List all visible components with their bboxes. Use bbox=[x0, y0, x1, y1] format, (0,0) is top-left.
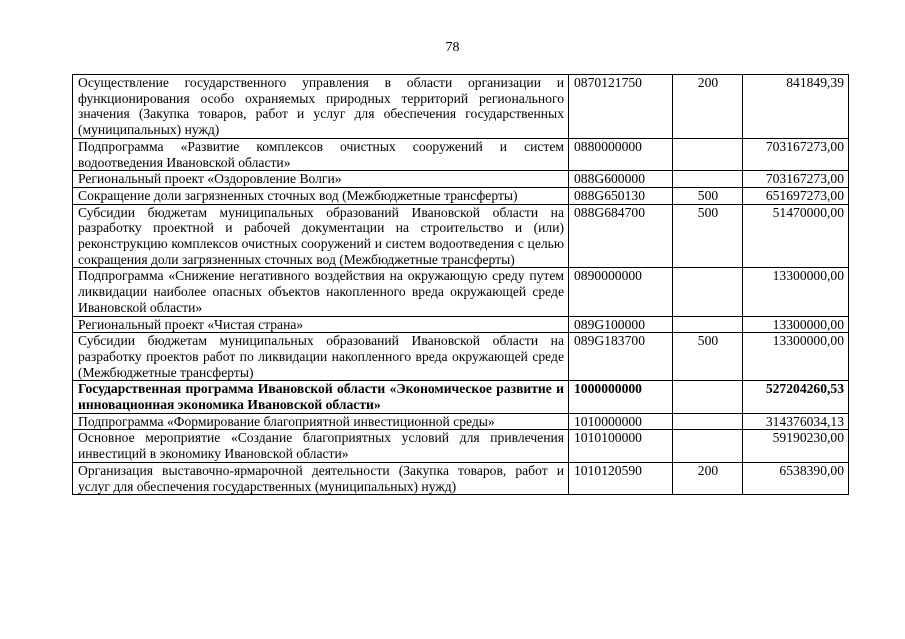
row-code: 1010000000 bbox=[569, 413, 673, 430]
table-row bbox=[73, 333, 849, 381]
row-name: Подпрограмма «Формирование благоприятной инвестиционной среды» bbox=[73, 413, 569, 430]
table-row bbox=[73, 268, 849, 316]
row-code: 089G100000 bbox=[569, 316, 673, 333]
row-expense-type: 200 bbox=[673, 75, 743, 139]
table-row bbox=[73, 316, 849, 333]
row-amount: 13300000,00 bbox=[743, 316, 849, 333]
row-expense-type bbox=[673, 381, 743, 413]
row-amount: 6538390,00 bbox=[743, 462, 849, 494]
row-code: 0880000000 bbox=[569, 138, 673, 170]
row-name: Региональный проект «Чистая страна» bbox=[73, 316, 569, 333]
row-expense-type bbox=[673, 430, 743, 462]
row-code: 1010120590 bbox=[569, 462, 673, 494]
row-expense-type bbox=[673, 268, 743, 316]
row-code: 089G183700 bbox=[569, 333, 673, 381]
row-code: 088G650130 bbox=[569, 187, 673, 204]
row-name: Субсидии бюджетам муниципальных образований Ивановской области на разработку проектов работ по ликвидации накопленного вреда окружающей среде (Межбюджетные трансферты) bbox=[73, 333, 569, 381]
row-amount: 527204260,53 bbox=[743, 381, 849, 413]
row-code: 0870121750 bbox=[569, 75, 673, 139]
row-amount: 703167273,00 bbox=[743, 171, 849, 188]
row-name: Осуществление государственного управления в области организации и функционирования особо охраняемых природных территорий регионального значения (Закупка товаров, работ и услуг для обеспечения государственных (муниципальных) нужд) bbox=[73, 75, 569, 139]
budget-table bbox=[72, 74, 849, 495]
page-number: 78 bbox=[445, 40, 460, 55]
row-amount: 13300000,00 bbox=[743, 268, 849, 316]
table-row bbox=[73, 381, 849, 413]
row-amount: 703167273,00 bbox=[743, 138, 849, 170]
table-row bbox=[73, 187, 849, 204]
row-name: Подпрограмма «Снижение негативного воздействия на окружающую среду путем ликвидации наиболее опасных объектов накопленного вреда окружающей среде Ивановской области» bbox=[73, 268, 569, 316]
row-code: 0890000000 bbox=[569, 268, 673, 316]
table-row bbox=[73, 204, 849, 268]
table-row bbox=[73, 75, 849, 139]
row-name: Подпрограмма «Развитие комплексов очистных сооружений и систем водоотведения Ивановской области» bbox=[73, 138, 569, 170]
row-amount: 651697273,00 bbox=[743, 187, 849, 204]
row-expense-type bbox=[673, 171, 743, 188]
row-code: 1010100000 bbox=[569, 430, 673, 462]
row-amount: 59190230,00 bbox=[743, 430, 849, 462]
row-expense-type: 200 bbox=[673, 462, 743, 494]
row-amount: 841849,39 bbox=[743, 75, 849, 139]
row-code: 088G684700 bbox=[569, 204, 673, 268]
row-name: Государственная программа Ивановской области «Экономическое развитие и инновационная экономика Ивановской области» bbox=[73, 381, 569, 413]
row-name: Основное мероприятие «Создание благоприятных условий для привлечения инвестиций в экономику Ивановской области» bbox=[73, 430, 569, 462]
budget-table-body bbox=[73, 75, 849, 495]
row-code: 088G600000 bbox=[569, 171, 673, 188]
table-row bbox=[73, 430, 849, 462]
row-amount: 314376034,13 bbox=[743, 413, 849, 430]
row-expense-type: 500 bbox=[673, 204, 743, 268]
row-amount: 13300000,00 bbox=[743, 333, 849, 381]
row-amount: 51470000,00 bbox=[743, 204, 849, 268]
row-name: Региональный проект «Оздоровление Волги» bbox=[73, 171, 569, 188]
row-name: Организация выставочно-ярмарочной деятельности (Закупка товаров, работ и услуг для обеспечения государственных (муниципальных) нужд) bbox=[73, 462, 569, 494]
row-expense-type bbox=[673, 138, 743, 170]
row-expense-type: 500 bbox=[673, 187, 743, 204]
table-row bbox=[73, 171, 849, 188]
table-row bbox=[73, 138, 849, 170]
row-expense-type bbox=[673, 316, 743, 333]
row-code: 1000000000 bbox=[569, 381, 673, 413]
row-name: Субсидии бюджетам муниципальных образований Ивановской области на разработку проектной и рабочей документации на строительство и (или) реконструкцию комплексов очистных сооружений и систем водоотведения с целью сокращения доли загрязненных сточных вод (Межбюджетные трансферты) bbox=[73, 204, 569, 268]
table-row bbox=[73, 413, 849, 430]
table-row bbox=[73, 462, 849, 494]
row-expense-type: 500 bbox=[673, 333, 743, 381]
row-expense-type bbox=[673, 413, 743, 430]
row-name: Сокращение доли загрязненных сточных вод (Межбюджетные трансферты) bbox=[73, 187, 569, 204]
